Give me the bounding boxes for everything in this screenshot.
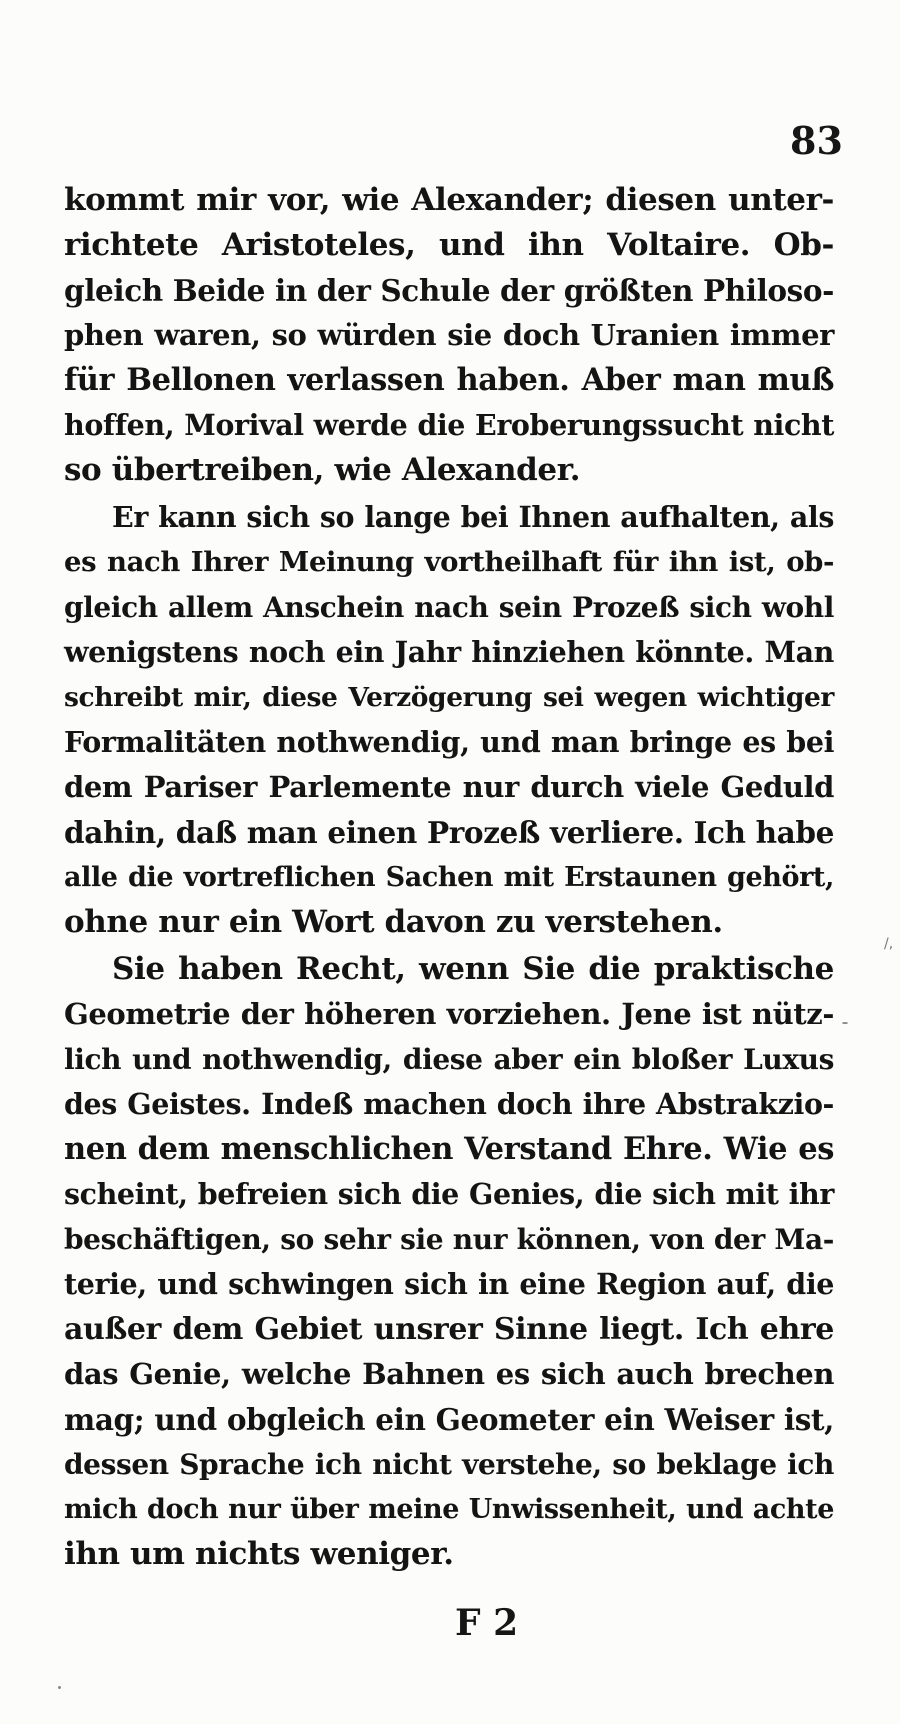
text-line: schreibt mir, diese Verzögerung sei wegen wichtiger <box>64 682 834 713</box>
text-line: scheint, befreien sich die Genies, die sich mit ihr <box>64 1177 834 1211</box>
text-line: gleich allem Anschein nach sein Prozeß sich wohl <box>64 591 834 624</box>
text-line: außer dem Gebiet unsrer Sinne liegt. Ich ehre <box>64 1312 834 1347</box>
page-number: 83 <box>790 118 843 163</box>
text-line: dahin, daß man einen Prozeß verliere. Ich habe <box>64 815 834 850</box>
text-line: es nach Ihrer Meinung vortheilhaft für ihn ist, ob- <box>64 546 834 578</box>
text-line: kommt mir vor, wie Alexander; diesen unter- <box>64 182 834 218</box>
text-line: Formalitäten nothwendig, und man bringe es bei <box>64 725 834 759</box>
paper-speck <box>842 1022 848 1024</box>
text-line: des Geistes. Indeß machen doch ihre Abstrakzio- <box>64 1087 834 1121</box>
text-line: das Genie, welche Bahnen es sich auch brechen <box>64 1357 834 1391</box>
text-line: terie, und schwingen sich in eine Region auf, die <box>64 1267 834 1301</box>
text-line: gleich Beide in der Schule der größten Philoso- <box>64 273 834 308</box>
text-line: richtete Aristoteles, und ihn Voltaire. Ob- <box>64 227 834 263</box>
text-line: wenigstens noch ein Jahr hinziehen könnte. Man <box>64 635 834 669</box>
text-line: so übertreiben, wie Alexander. <box>64 452 581 488</box>
text-line: ohne nur ein Wort davon zu verstehen. <box>64 904 723 940</box>
text-line: Sie haben Recht, wenn Sie die praktische <box>112 951 834 987</box>
signature-mark: F 2 <box>455 1602 519 1644</box>
paragraph-3 <box>64 947 834 1577</box>
text-line: hoffen, Morival werde die Eroberungssucht nicht <box>64 408 834 442</box>
text-line: phen waren, so würden sie doch Uranien immer <box>64 318 834 352</box>
paragraph-1 <box>64 178 834 493</box>
margin-mark: /, <box>884 936 894 952</box>
text-line: für Bellonen verlassen haben. Aber man muß <box>64 362 834 398</box>
text-line: dem Pariser Parlemente nur durch viele Geduld <box>64 770 834 804</box>
text-line: Er kann sich so lange bei Ihnen aufhalten, als <box>112 500 834 534</box>
body-text <box>64 178 834 1577</box>
text-line: lich und nothwendig, diese aber ein bloßer Luxus <box>64 1043 834 1076</box>
paragraph-2 <box>64 495 834 945</box>
text-line: alle die vortreflichen Sachen mit Erstaunen gehört, <box>64 862 834 893</box>
text-line: dessen Sprache ich nicht verstehe, so beklage ich <box>64 1448 834 1481</box>
text-line: nen dem menschlichen Verstand Ehre. Wie es <box>64 1131 834 1167</box>
paper-speck <box>58 1686 61 1689</box>
text-line: Geometrie der höheren vorziehen. Jene ist nütz- <box>64 997 834 1031</box>
text-line: mag; und obgleich ein Geometer ein Weiser ist, <box>64 1402 834 1437</box>
text-line: mich doch nur über meine Unwissenheit, und achte <box>64 1494 834 1525</box>
text-line: ihn um nichts weniger. <box>64 1536 454 1572</box>
text-line: beschäftigen, so sehr sie nur können, von der Ma- <box>64 1223 834 1256</box>
